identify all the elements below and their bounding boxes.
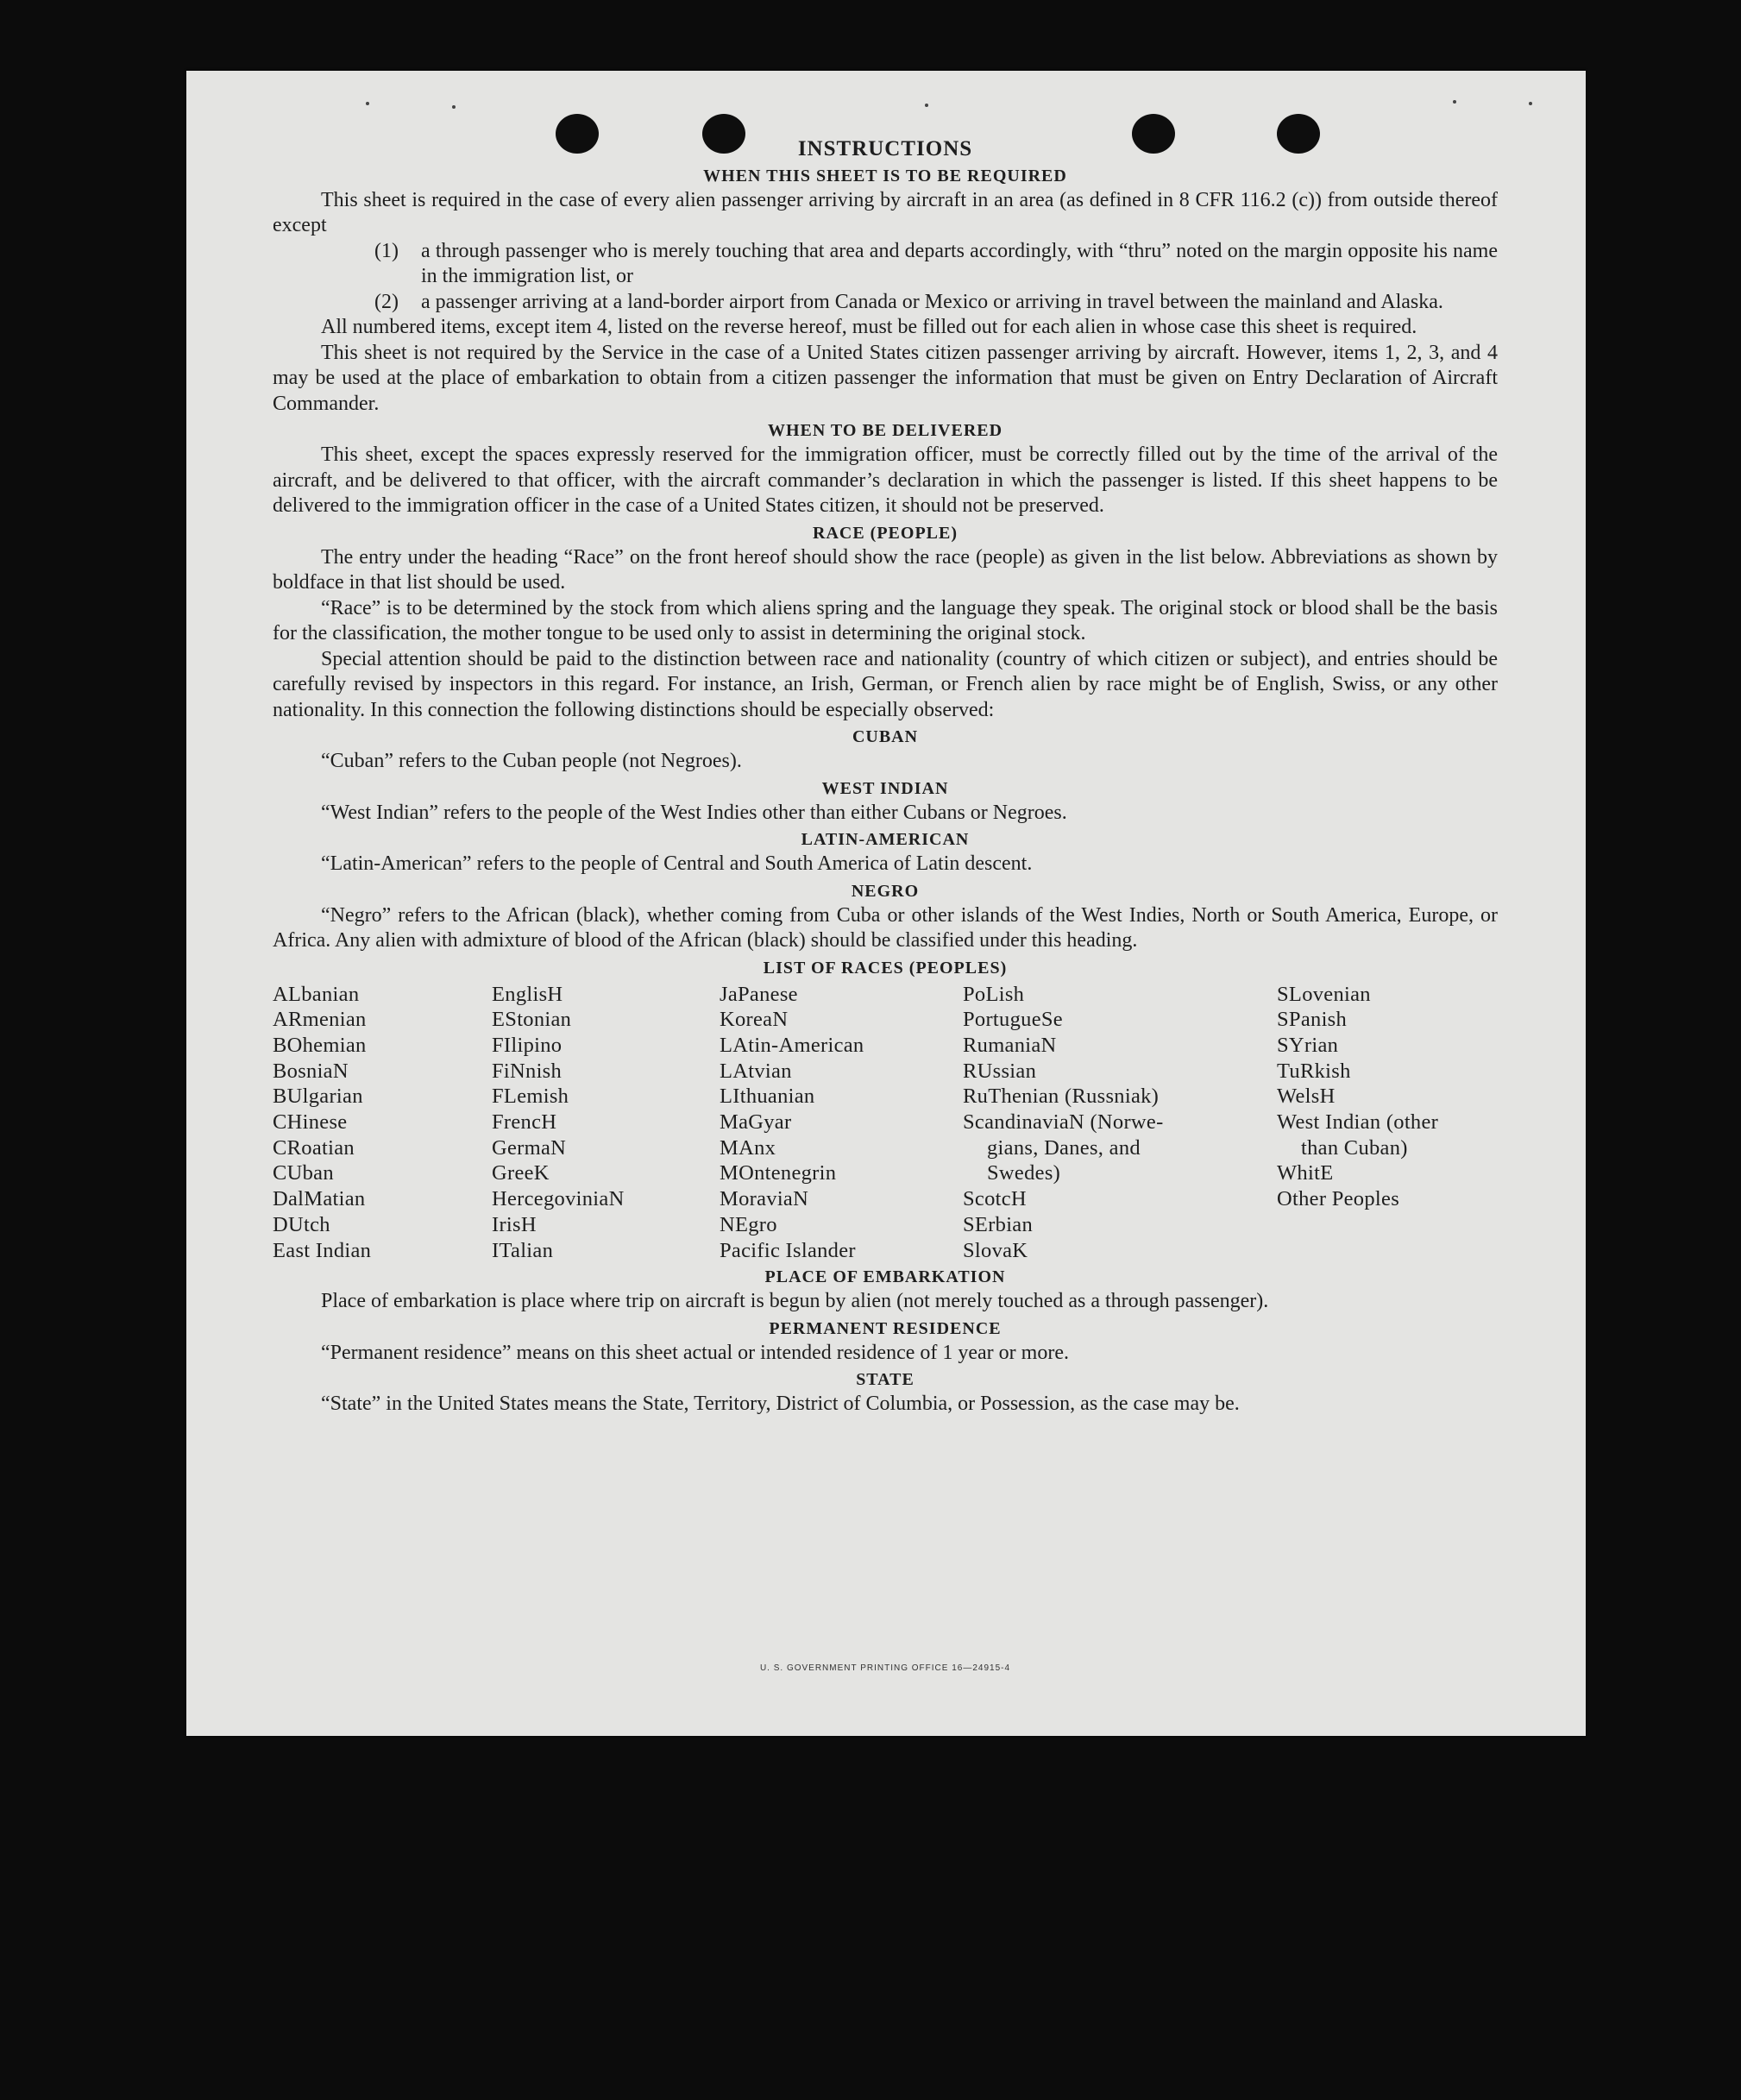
race-name: MaGyar bbox=[720, 1110, 792, 1135]
race-name: MoraviaN bbox=[720, 1187, 809, 1211]
race-name: CRoatian bbox=[273, 1135, 355, 1160]
printer-imprint: U. S. GOVERNMENT PRINTING OFFICE 16—24915-4 bbox=[759, 1663, 1011, 1673]
race-name: HercegoviniaN bbox=[492, 1187, 625, 1211]
race-column bbox=[1277, 982, 1498, 1264]
race-name: TuRkish bbox=[1277, 1059, 1351, 1083]
page-title: INSTRUCTIONS bbox=[797, 137, 973, 160]
race-name: SlovaK bbox=[963, 1238, 1028, 1262]
section-heading-race: RACE (PEOPLE) bbox=[813, 523, 958, 543]
race-name: ScotcH bbox=[963, 1187, 1027, 1211]
paragraph: All numbered items, except item 4, listed on the reverse hereof, must be filled out for each alien in whose case this sheet is required. bbox=[321, 316, 1417, 338]
paragraph: “Negro” refers to the African (black), whether coming from Cuba or other islands of the West Indies, North or South America, Europe, or Africa. Any alien with admixture of blood of the African (black) should be classified under this heading. bbox=[273, 903, 1498, 952]
item-number: (2) bbox=[374, 290, 399, 313]
race-name: ALbanian bbox=[273, 982, 360, 1006]
race-name: RUssian bbox=[963, 1059, 1037, 1083]
race-name: SLovenian bbox=[1277, 982, 1371, 1006]
race-name-continued: than Cuban) bbox=[1301, 1135, 1408, 1160]
section-heading-embarkation: PLACE OF EMBARKATION bbox=[764, 1267, 1006, 1287]
section-heading-latin-american: LATIN-AMERICAN bbox=[801, 830, 970, 849]
race-name-continued: gians, Danes, and bbox=[987, 1135, 1141, 1160]
race-name: FLemish bbox=[492, 1085, 569, 1109]
paragraph: “Race” is to be determined by the stock from which aliens spring and the language they speak. The original stock or blood shall be the basis for the classification, the mother tongue to be used only to assist in determining the original stock. bbox=[273, 596, 1498, 644]
section-heading-cuban: CUBAN bbox=[852, 727, 919, 746]
race-name: ITalian bbox=[492, 1238, 554, 1262]
race-name: FIlipino bbox=[492, 1033, 563, 1057]
race-column bbox=[273, 982, 492, 1264]
list-item bbox=[273, 290, 1498, 316]
paragraph: “State” in the United States means the State, Territory, District of Columbia, or Possession, as the case may be. bbox=[321, 1393, 1240, 1416]
section-heading-state: STATE bbox=[856, 1370, 914, 1390]
paragraph: This sheet, except the spaces expressly reserved for the immigration officer, must be correctly filled out by the time of the arrival of the aircraft, and be delivered to that officer, with the aircraft commander’s declaration in which the passenger is listed. If this sheet happens to be delivered to the immigration officer in the case of a United States citizen, it should not be preserved. bbox=[273, 443, 1498, 517]
item-number: (1) bbox=[374, 239, 399, 262]
race-name: GermaN bbox=[492, 1135, 567, 1160]
paragraph: This sheet is required in the case of every alien passenger arriving by aircraft in an area (as defined in 8 CFR 116.2 (c)) from outside thereof except bbox=[273, 188, 1498, 236]
list-item bbox=[273, 239, 1498, 290]
race-name: ARmenian bbox=[273, 1008, 367, 1032]
race-name: DUtch bbox=[273, 1212, 330, 1236]
section-heading-negro: NEGRO bbox=[851, 881, 920, 901]
race-name: LAtvian bbox=[720, 1059, 792, 1083]
race-name: ScandinaviaN (Norwe- bbox=[963, 1110, 1164, 1135]
race-name: PoLish bbox=[963, 982, 1025, 1006]
race-name: RuThenian (Russniak) bbox=[963, 1085, 1160, 1109]
race-name: JaPanese bbox=[720, 982, 798, 1006]
race-name: FrencH bbox=[492, 1110, 557, 1135]
race-name: CHinese bbox=[273, 1110, 348, 1135]
instructions-body bbox=[273, 136, 1498, 1418]
race-name: RumaniaN bbox=[963, 1033, 1057, 1057]
dust-speck bbox=[1453, 100, 1456, 104]
race-name: KoreaN bbox=[720, 1008, 789, 1032]
race-name: CUban bbox=[273, 1161, 334, 1185]
section-heading-when-required: WHEN THIS SHEET IS TO BE REQUIRED bbox=[703, 166, 1067, 185]
race-name: MAnx bbox=[720, 1135, 776, 1160]
paragraph: This sheet is not required by the Service in the case of a United States citizen passenger arriving by aircraft. However, items 1, 2, 3, and 4 may be used at the place of embarkation to obtain from a citizen passenger the information that must be given on Entry Declaration of Aircraft Commander. bbox=[273, 341, 1498, 415]
race-name: PortugueSe bbox=[963, 1008, 1063, 1032]
race-name: NEgro bbox=[720, 1212, 777, 1236]
race-name: East Indian bbox=[273, 1238, 372, 1262]
race-name: LAtin-American bbox=[720, 1033, 864, 1057]
race-column bbox=[720, 982, 963, 1264]
item-text: a through passenger who is merely touching that area and departs accordingly, with “thru” noted on the margin opposite his name in the immigration list, or bbox=[421, 239, 1498, 287]
race-column bbox=[492, 982, 720, 1264]
dust-speck bbox=[1529, 102, 1532, 105]
dust-speck bbox=[452, 105, 456, 109]
section-heading-residence: PERMANENT RESIDENCE bbox=[769, 1318, 1002, 1338]
paragraph: Special attention should be paid to the distinction between race and nationality (country of which citizen or subject), and entries should be carefully revised by inspectors in this regard. For instance, an Irish, German, or French alien by race might be of English, Swiss, or any other nationality. In this connection the following distinctions should be especially observed: bbox=[273, 647, 1498, 721]
race-name: LIthuanian bbox=[720, 1085, 815, 1109]
race-name: West Indian (other bbox=[1277, 1110, 1439, 1135]
race-name-continued: Swedes) bbox=[987, 1161, 1061, 1185]
race-name: WelsH bbox=[1277, 1085, 1336, 1109]
race-name: DalMatian bbox=[273, 1187, 366, 1211]
race-name: MOntenegrin bbox=[720, 1161, 837, 1185]
item-text: a passenger arriving at a land-border airport from Canada or Mexico or arriving in travel between the mainland and Alaska. bbox=[421, 290, 1443, 313]
race-name: BUlgarian bbox=[273, 1085, 363, 1109]
race-column bbox=[963, 982, 1277, 1264]
dust-speck bbox=[925, 104, 928, 107]
race-name: EnglisH bbox=[492, 982, 563, 1006]
race-name: SPanish bbox=[1277, 1008, 1348, 1032]
paragraph: “Latin-American” refers to the people of Central and South America of Latin descent. bbox=[321, 852, 1033, 875]
race-name: WhitE bbox=[1277, 1161, 1334, 1185]
paragraph: “Cuban” refers to the Cuban people (not Negroes). bbox=[321, 750, 742, 772]
paragraph: The entry under the heading “Race” on the front hereof should show the race (people) as given in the list below. Abbreviations as shown by boldface in that list should be used. bbox=[273, 545, 1498, 594]
race-name: Pacific Islander bbox=[720, 1238, 856, 1262]
section-heading-list-of-races: LIST OF RACES (PEOPLES) bbox=[763, 958, 1008, 978]
race-name: EStonian bbox=[492, 1008, 572, 1032]
section-heading-west-indian: WEST INDIAN bbox=[821, 778, 949, 798]
paragraph: Place of embarkation is place where trip on aircraft is begun by alien (not merely touched as a through passenger). bbox=[321, 1290, 1269, 1313]
race-list bbox=[273, 982, 1498, 1264]
race-name: SYrian bbox=[1277, 1033, 1339, 1057]
paragraph: “West Indian” refers to the people of the West Indies other than either Cubans or Negroes. bbox=[321, 801, 1067, 824]
race-name: IrisH bbox=[492, 1212, 537, 1236]
race-name: FiNnish bbox=[492, 1059, 563, 1083]
dust-speck bbox=[366, 102, 369, 105]
section-heading-when-delivered: WHEN TO BE DELIVERED bbox=[767, 421, 1003, 440]
race-name: GreeK bbox=[492, 1161, 550, 1185]
race-name: Other Peoples bbox=[1277, 1187, 1400, 1211]
race-name: SErbian bbox=[963, 1212, 1034, 1236]
race-name: BosniaN bbox=[273, 1059, 349, 1083]
paragraph: “Permanent residence” means on this sheet actual or intended residence of 1 year or more. bbox=[321, 1341, 1069, 1364]
race-name: BOhemian bbox=[273, 1033, 367, 1057]
document-sheet bbox=[186, 71, 1586, 1736]
